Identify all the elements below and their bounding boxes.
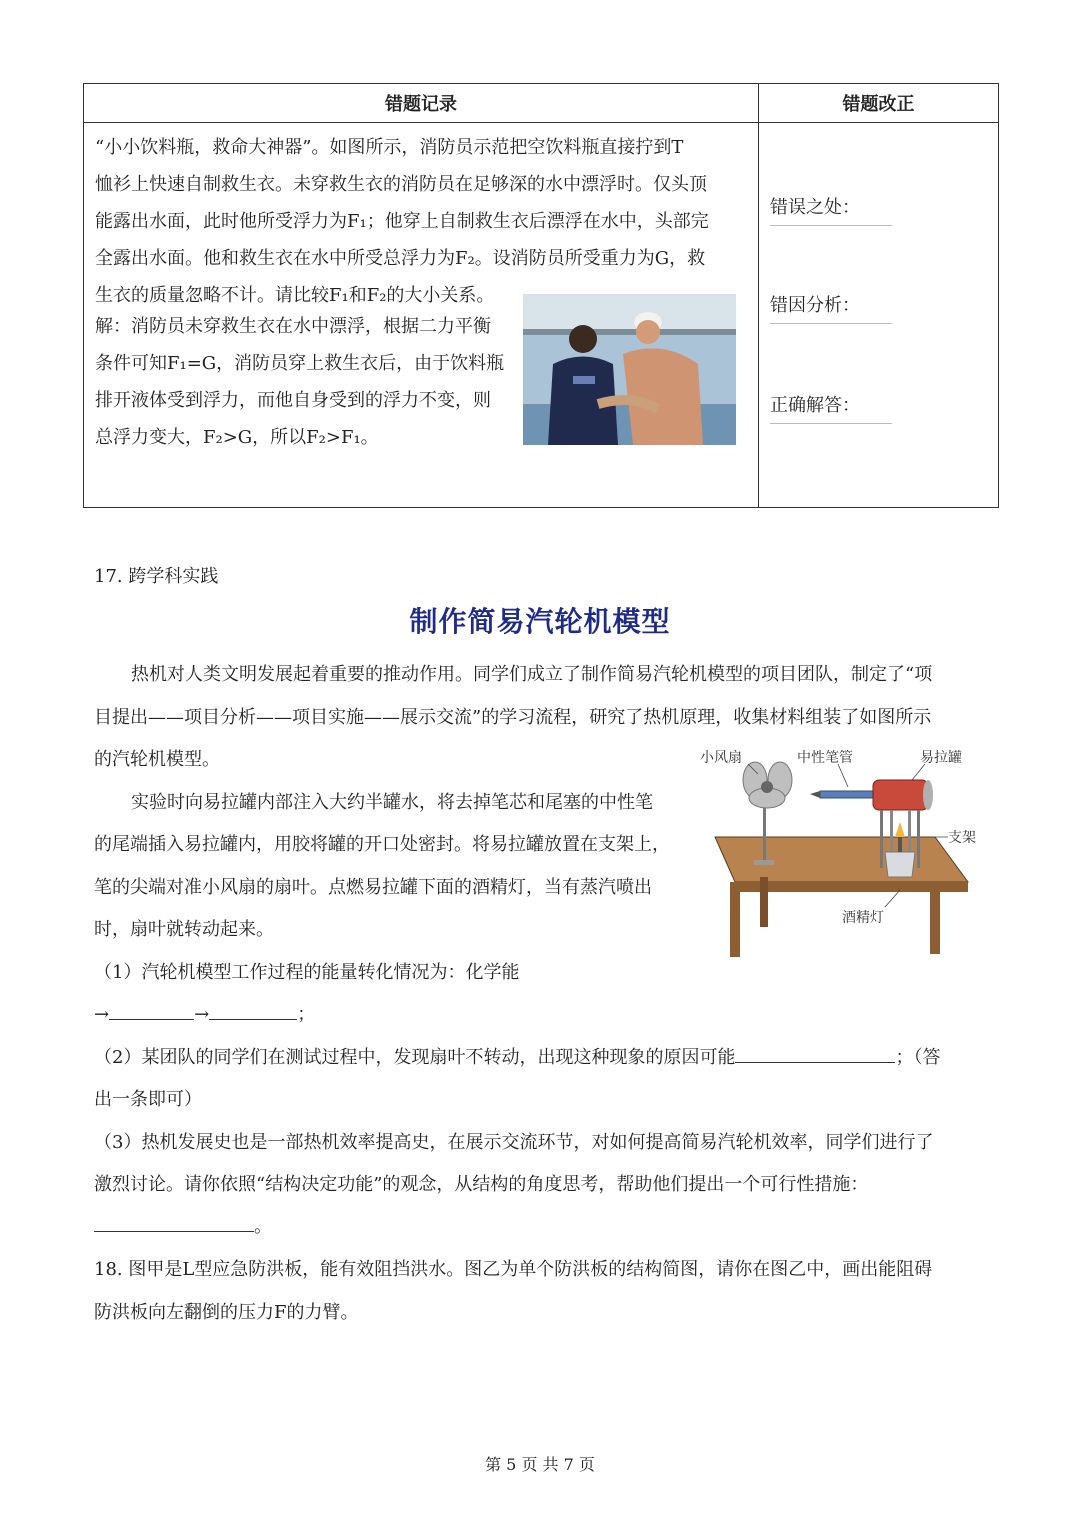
error-record-cell xyxy=(84,123,759,508)
answer-text xyxy=(95,308,515,456)
q17-para1-line: 热机对人类文明发展起着重要的推动作用。同学们成立了制作简易汽轮机模型的项目团队，制定了“项 xyxy=(131,664,933,685)
q17-para2-line: 的尾端插入易拉罐内，用胶将罐的开口处密封。将易拉罐放置在支架上， xyxy=(94,834,670,855)
question-line: “小小饮料瓶，救命大神器”。如图所示，消防员示范把空饮料瓶直接拧到T xyxy=(95,137,684,158)
question-line: 生衣的质量忽略不计。请比较F₁和F₂的大小关系。 xyxy=(95,285,495,306)
answer-blank[interactable] xyxy=(109,1001,194,1020)
answer-line: 排开液体受到浮力，而他自身受到的浮力不变，则 xyxy=(95,390,491,411)
fig-label-lamp: 酒精灯 xyxy=(842,910,884,926)
firefighter-photo xyxy=(523,294,736,445)
q17-sub1-text: （1）汽轮机模型工作过程的能量转化情况为：化学能 xyxy=(94,962,520,983)
q17-title: 制作简易汽轮机模型 xyxy=(409,605,671,638)
q17-para2-line: 笔的尖端对准小风扇的扇叶。点燃易拉罐下面的酒精灯，当有蒸汽喷出 xyxy=(94,877,652,898)
q17-sub1-blanks xyxy=(94,1000,315,1026)
col-header-error-record: 错题记录 xyxy=(84,84,759,123)
answer-blank[interactable] xyxy=(209,1001,297,1020)
q17-number: 17. 跨学科实践 xyxy=(94,566,219,587)
fig-label-fan: 小风扇 xyxy=(700,750,742,766)
end-punct: 。 xyxy=(254,1216,272,1237)
correction-cell xyxy=(759,123,999,508)
q17-para2-line: 时，扇叶就转动起来。 xyxy=(94,919,274,940)
q17-sub2-text: （2）某团队的同学们在测试过程中，发现扇叶不转动，出现这种现象的原因可能 xyxy=(94,1047,736,1068)
turbine-model-figure xyxy=(690,742,980,957)
fig-label-can: 易拉罐 xyxy=(920,750,962,766)
error-cause-label: 错因分析： xyxy=(770,295,860,316)
q17-sub2-line xyxy=(94,1043,940,1069)
fig-label-stand: 支架 xyxy=(948,830,976,846)
q17-sub2-end: ；（答 xyxy=(895,1047,941,1068)
question-line: 恤衫上快速自制救生衣。未穿救生衣的消防员在足够深的水中漂浮时。仅头顶 xyxy=(95,174,707,195)
q18-line2: 防洪板向左翻倒的压力F的力臂。 xyxy=(94,1302,359,1323)
q17-para2-line: 实验时向易拉罐内部注入大约半罐水，将去掉笔芯和尾塞的中性笔 xyxy=(131,792,653,813)
arrow-symbol: → xyxy=(94,1004,110,1025)
q17-sub3-line2: 激烈讨论。请你依照“结构决定功能”的观念，从结构的角度思考，帮助他们提出一个可行性措施： xyxy=(94,1174,869,1195)
answer-blank[interactable] xyxy=(735,1044,895,1063)
answer-line: 解：消防员未穿救生衣在水中漂浮，根据二力平衡 xyxy=(95,316,491,337)
page-footer: 第 5 页 共 7 页 xyxy=(485,1455,595,1474)
fig-label-pen: 中性笔管 xyxy=(797,750,853,766)
question-text xyxy=(95,129,745,314)
question-line: 全露出水面。他和救生衣在水中所受总浮力为F₂。设消防员所受重力为G，救 xyxy=(95,248,706,269)
answer-line: 总浮力变大，F₂>G，所以F₂>F₁。 xyxy=(95,427,379,448)
answer-blank[interactable] xyxy=(94,1213,254,1232)
error-cause-blank[interactable] xyxy=(770,323,892,324)
q17-para1-line: 的汽轮机模型。 xyxy=(94,749,220,770)
question-line: 能露出水面，此时他所受浮力为F₁；他穿上自制救生衣后漂浮在水中，头部完 xyxy=(95,211,709,232)
end-punct: ； xyxy=(297,1004,316,1025)
error-record-table xyxy=(83,83,999,508)
q17-para1-line: 目提出——项目分析——项目实施——展示交流”的学习流程，研究了热机原理，收集材料组装了如图所示 xyxy=(94,707,932,728)
q17-sub3-line1: （3）热机发展史也是一部热机效率提高史，在展示交流环节，对如何提高简易汽轮机效率，同学们进行了 xyxy=(94,1132,934,1153)
answer-line: 条件可知F₁=G，消防员穿上救生衣后，由于饮料瓶 xyxy=(95,353,505,374)
q18-line1: 18. 图甲是L型应急防洪板，能有效阻挡洪水。图乙为单个防洪板的结构简图，请你在图乙中，画出能阻碍 xyxy=(94,1259,933,1280)
error-location-label: 错误之处： xyxy=(770,197,860,218)
correct-answer-label: 正确解答： xyxy=(770,395,860,416)
q17-sub2-line2: 出一条即可） xyxy=(94,1089,202,1110)
correct-answer-blank[interactable] xyxy=(770,423,892,424)
col-header-correction: 错题改正 xyxy=(759,84,999,123)
error-location-blank[interactable] xyxy=(770,225,892,226)
q17-sub3-blank-line xyxy=(94,1212,272,1238)
arrow-symbol: → xyxy=(194,1004,210,1025)
